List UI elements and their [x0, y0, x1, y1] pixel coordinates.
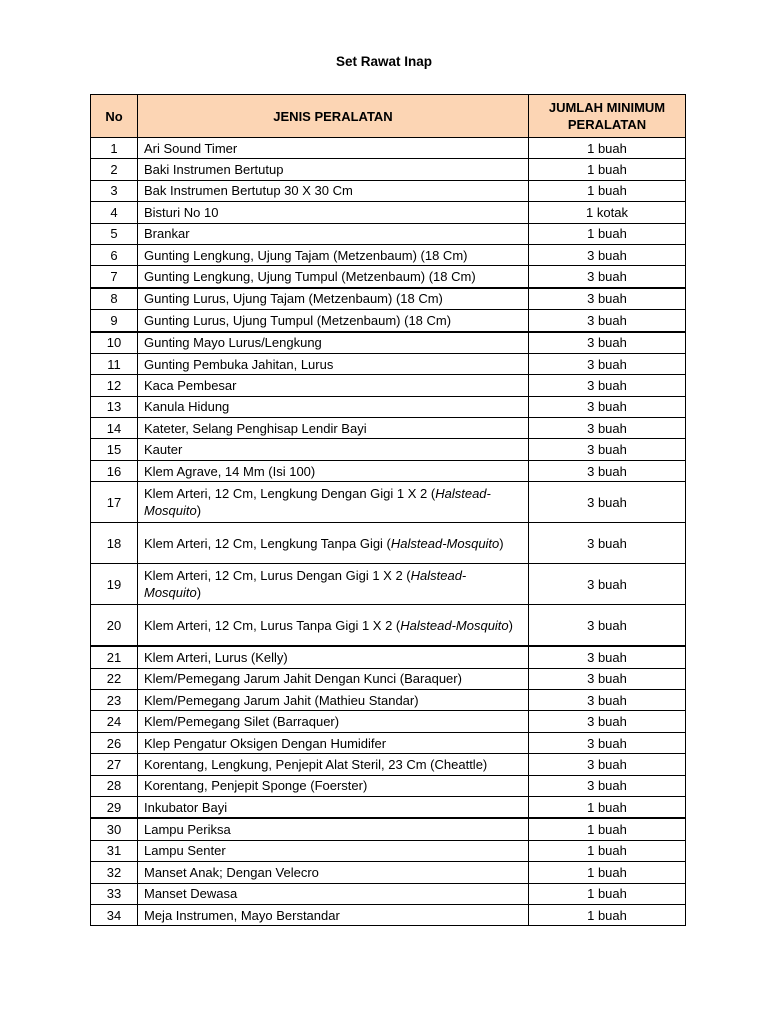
table-row	[91, 904, 686, 925]
table-row	[91, 223, 686, 244]
row-number: 17	[91, 482, 138, 523]
row-number: 11	[91, 353, 138, 374]
table-row	[91, 605, 686, 647]
equipment-name: Baki Instrumen Bertutup	[138, 159, 529, 180]
row-number: 31	[91, 840, 138, 861]
header-no: No	[91, 95, 138, 138]
header-jenis-peralatan: JENIS PERALATAN	[138, 95, 529, 138]
row-number: 23	[91, 690, 138, 711]
row-number: 20	[91, 605, 138, 647]
document-title: Set Rawat Inap	[335, 54, 433, 69]
minimum-quantity: 1 buah	[529, 840, 686, 861]
table-row	[91, 840, 686, 861]
row-number: 19	[91, 564, 138, 605]
row-number: 3	[91, 180, 138, 201]
minimum-quantity: 1 buah	[529, 883, 686, 904]
minimum-quantity: 3 buah	[529, 775, 686, 796]
minimum-quantity: 1 buah	[529, 138, 686, 159]
table-header-row	[91, 95, 686, 138]
row-number: 7	[91, 266, 138, 288]
minimum-quantity: 1 buah	[529, 904, 686, 925]
minimum-quantity: 3 buah	[529, 288, 686, 310]
row-number: 16	[91, 460, 138, 481]
table-row	[91, 310, 686, 332]
row-number: 32	[91, 862, 138, 883]
equipment-name-end: )	[196, 585, 202, 601]
table-row	[91, 375, 686, 396]
row-number: 13	[91, 396, 138, 417]
minimum-quantity: 1 buah	[529, 180, 686, 201]
minimum-quantity: 3 buah	[529, 646, 686, 668]
minimum-quantity: 3 buah	[529, 418, 686, 439]
minimum-quantity: 3 buah	[529, 310, 686, 332]
row-number: 12	[91, 375, 138, 396]
equipment-name-italic: Halstead-Mosquito	[144, 568, 467, 601]
equipment-name: Gunting Mayo Lurus/Lengkung	[138, 332, 529, 354]
table-row	[91, 523, 686, 564]
equipment-name: Gunting Lengkung, Ujung Tumpul (Metzenbaum) (18 Cm)	[138, 266, 529, 288]
table-row	[91, 690, 686, 711]
table-row	[91, 266, 686, 288]
table-row	[91, 818, 686, 840]
row-number: 4	[91, 202, 138, 223]
minimum-quantity: 1 buah	[529, 159, 686, 180]
minimum-quantity: 1 buah	[529, 862, 686, 883]
row-number: 34	[91, 904, 138, 925]
row-number: 21	[91, 646, 138, 668]
equipment-name: Manset Dewasa	[138, 883, 529, 904]
equipment-name: Korentang, Lengkung, Penjepit Alat Steril, 23 Cm (Cheattle)	[138, 754, 529, 775]
equipment-name-text: Klem Arteri, 12 Cm, Lengkung Dengan Gigi 1 X 2 (	[144, 486, 436, 502]
equipment-name-end: )	[499, 535, 504, 551]
table-row	[91, 439, 686, 460]
equipment-name	[138, 523, 529, 564]
row-number: 33	[91, 883, 138, 904]
equipment-name: Klem/Pemegang Jarum Jahit Dengan Kunci (Baraquer)	[138, 668, 529, 689]
equipment-name: Lampu Periksa	[138, 818, 529, 840]
equipment-name: Gunting Lengkung, Ujung Tajam (Metzenbaum) (18 Cm)	[138, 244, 529, 265]
minimum-quantity: 3 buah	[529, 605, 686, 647]
row-number: 2	[91, 159, 138, 180]
table-row	[91, 711, 686, 732]
table-row	[91, 138, 686, 159]
row-number: 24	[91, 711, 138, 732]
equipment-name-end: )	[196, 503, 202, 519]
equipment-name-italic: Halstead-Mosquito	[390, 535, 500, 551]
table-row	[91, 288, 686, 310]
equipment-name: Gunting Pembuka Jahitan, Lurus	[138, 353, 529, 374]
equipment-name: Klep Pengatur Oksigen Dengan Humidifer	[138, 732, 529, 753]
row-number: 15	[91, 439, 138, 460]
table-row	[91, 244, 686, 265]
table-row	[91, 159, 686, 180]
minimum-quantity: 1 buah	[529, 796, 686, 818]
equipment-name-italic: Halstead-Mosquito	[400, 617, 509, 633]
equipment-name: Brankar	[138, 223, 529, 244]
equipment-name: Klem/Pemegang Jarum Jahit (Mathieu Standar)	[138, 690, 529, 711]
row-number: 28	[91, 775, 138, 796]
header-jumlah-minimum: JUMLAH MINIMUM PERALATAN	[529, 95, 686, 138]
row-number: 5	[91, 223, 138, 244]
minimum-quantity: 3 buah	[529, 439, 686, 460]
equipment-name: Kateter, Selang Penghisap Lendir Bayi	[138, 418, 529, 439]
row-number: 1	[91, 138, 138, 159]
equipment-name: Kanula Hidung	[138, 396, 529, 417]
table-row	[91, 418, 686, 439]
minimum-quantity: 3 buah	[529, 523, 686, 564]
equipment-name: Klem/Pemegang Silet (Barraquer)	[138, 711, 529, 732]
minimum-quantity: 1 kotak	[529, 202, 686, 223]
row-number: 22	[91, 668, 138, 689]
minimum-quantity: 3 buah	[529, 353, 686, 374]
equipment-name-text: Klem Arteri, 12 Cm, Lurus Dengan Gigi 1 X 2 (	[144, 568, 411, 584]
equipment-name: Ari Sound Timer	[138, 138, 529, 159]
row-number: 8	[91, 288, 138, 310]
minimum-quantity: 3 buah	[529, 375, 686, 396]
table-row	[91, 180, 686, 201]
equipment-name: Gunting Lurus, Ujung Tajam (Metzenbaum) (18 Cm)	[138, 288, 529, 310]
equipment-name: Klem Agrave, 14 Mm (Isi 100)	[138, 460, 529, 481]
table-row	[91, 862, 686, 883]
equipment-name: Manset Anak; Dengan Velecro	[138, 862, 529, 883]
equipment-name: Gunting Lurus, Ujung Tumpul (Metzenbaum) (18 Cm)	[138, 310, 529, 332]
equipment-table	[90, 94, 686, 926]
minimum-quantity: 1 buah	[529, 818, 686, 840]
minimum-quantity: 3 buah	[529, 244, 686, 265]
minimum-quantity: 3 buah	[529, 460, 686, 481]
table-row	[91, 332, 686, 354]
equipment-name-italic: Halstead-Mosquito	[144, 486, 491, 519]
equipment-name	[138, 564, 529, 605]
minimum-quantity: 3 buah	[529, 482, 686, 523]
minimum-quantity: 3 buah	[529, 266, 686, 288]
table-row	[91, 754, 686, 775]
equipment-name: Lampu Senter	[138, 840, 529, 861]
equipment-name-text: Klem Arteri, 12 Cm, Lurus Tanpa Gigi 1 X 2 (	[144, 617, 401, 633]
minimum-quantity: 3 buah	[529, 711, 686, 732]
equipment-name	[138, 605, 529, 647]
row-number: 9	[91, 310, 138, 332]
table-row	[91, 775, 686, 796]
table-row	[91, 564, 686, 605]
row-number: 30	[91, 818, 138, 840]
table-row	[91, 353, 686, 374]
minimum-quantity: 1 buah	[529, 223, 686, 244]
minimum-quantity: 3 buah	[529, 332, 686, 354]
row-number: 27	[91, 754, 138, 775]
minimum-quantity: 3 buah	[529, 690, 686, 711]
table-row	[91, 732, 686, 753]
equipment-name: Meja Instrumen, Mayo Berstandar	[138, 904, 529, 925]
table-row	[91, 482, 686, 523]
equipment-name	[138, 482, 529, 523]
equipment-name: Korentang, Penjepit Sponge (Foerster)	[138, 775, 529, 796]
row-number: 10	[91, 332, 138, 354]
row-number: 14	[91, 418, 138, 439]
equipment-name: Kaca Pembesar	[138, 375, 529, 396]
minimum-quantity: 3 buah	[529, 732, 686, 753]
equipment-name: Inkubator Bayi	[138, 796, 529, 818]
table-row	[91, 460, 686, 481]
table-row	[91, 668, 686, 689]
row-number: 6	[91, 244, 138, 265]
minimum-quantity: 3 buah	[529, 396, 686, 417]
minimum-quantity: 3 buah	[529, 668, 686, 689]
equipment-name-text: Klem Arteri, 12 Cm, Lengkung Tanpa Gigi (	[144, 535, 391, 551]
table-row	[91, 202, 686, 223]
row-number: 18	[91, 523, 138, 564]
row-number: 26	[91, 732, 138, 753]
equipment-name: Bak Instrumen Bertutup 30 X 30 Cm	[138, 180, 529, 201]
table-body	[91, 138, 686, 926]
table-row	[91, 883, 686, 904]
equipment-name-end: )	[508, 617, 513, 633]
equipment-name: Kauter	[138, 439, 529, 460]
table-row	[91, 796, 686, 818]
equipment-name: Klem Arteri, Lurus (Kelly)	[138, 646, 529, 668]
table-row	[91, 396, 686, 417]
table-row	[91, 646, 686, 668]
row-number: 29	[91, 796, 138, 818]
minimum-quantity: 3 buah	[529, 564, 686, 605]
minimum-quantity: 3 buah	[529, 754, 686, 775]
equipment-name: Bisturi No 10	[138, 202, 529, 223]
